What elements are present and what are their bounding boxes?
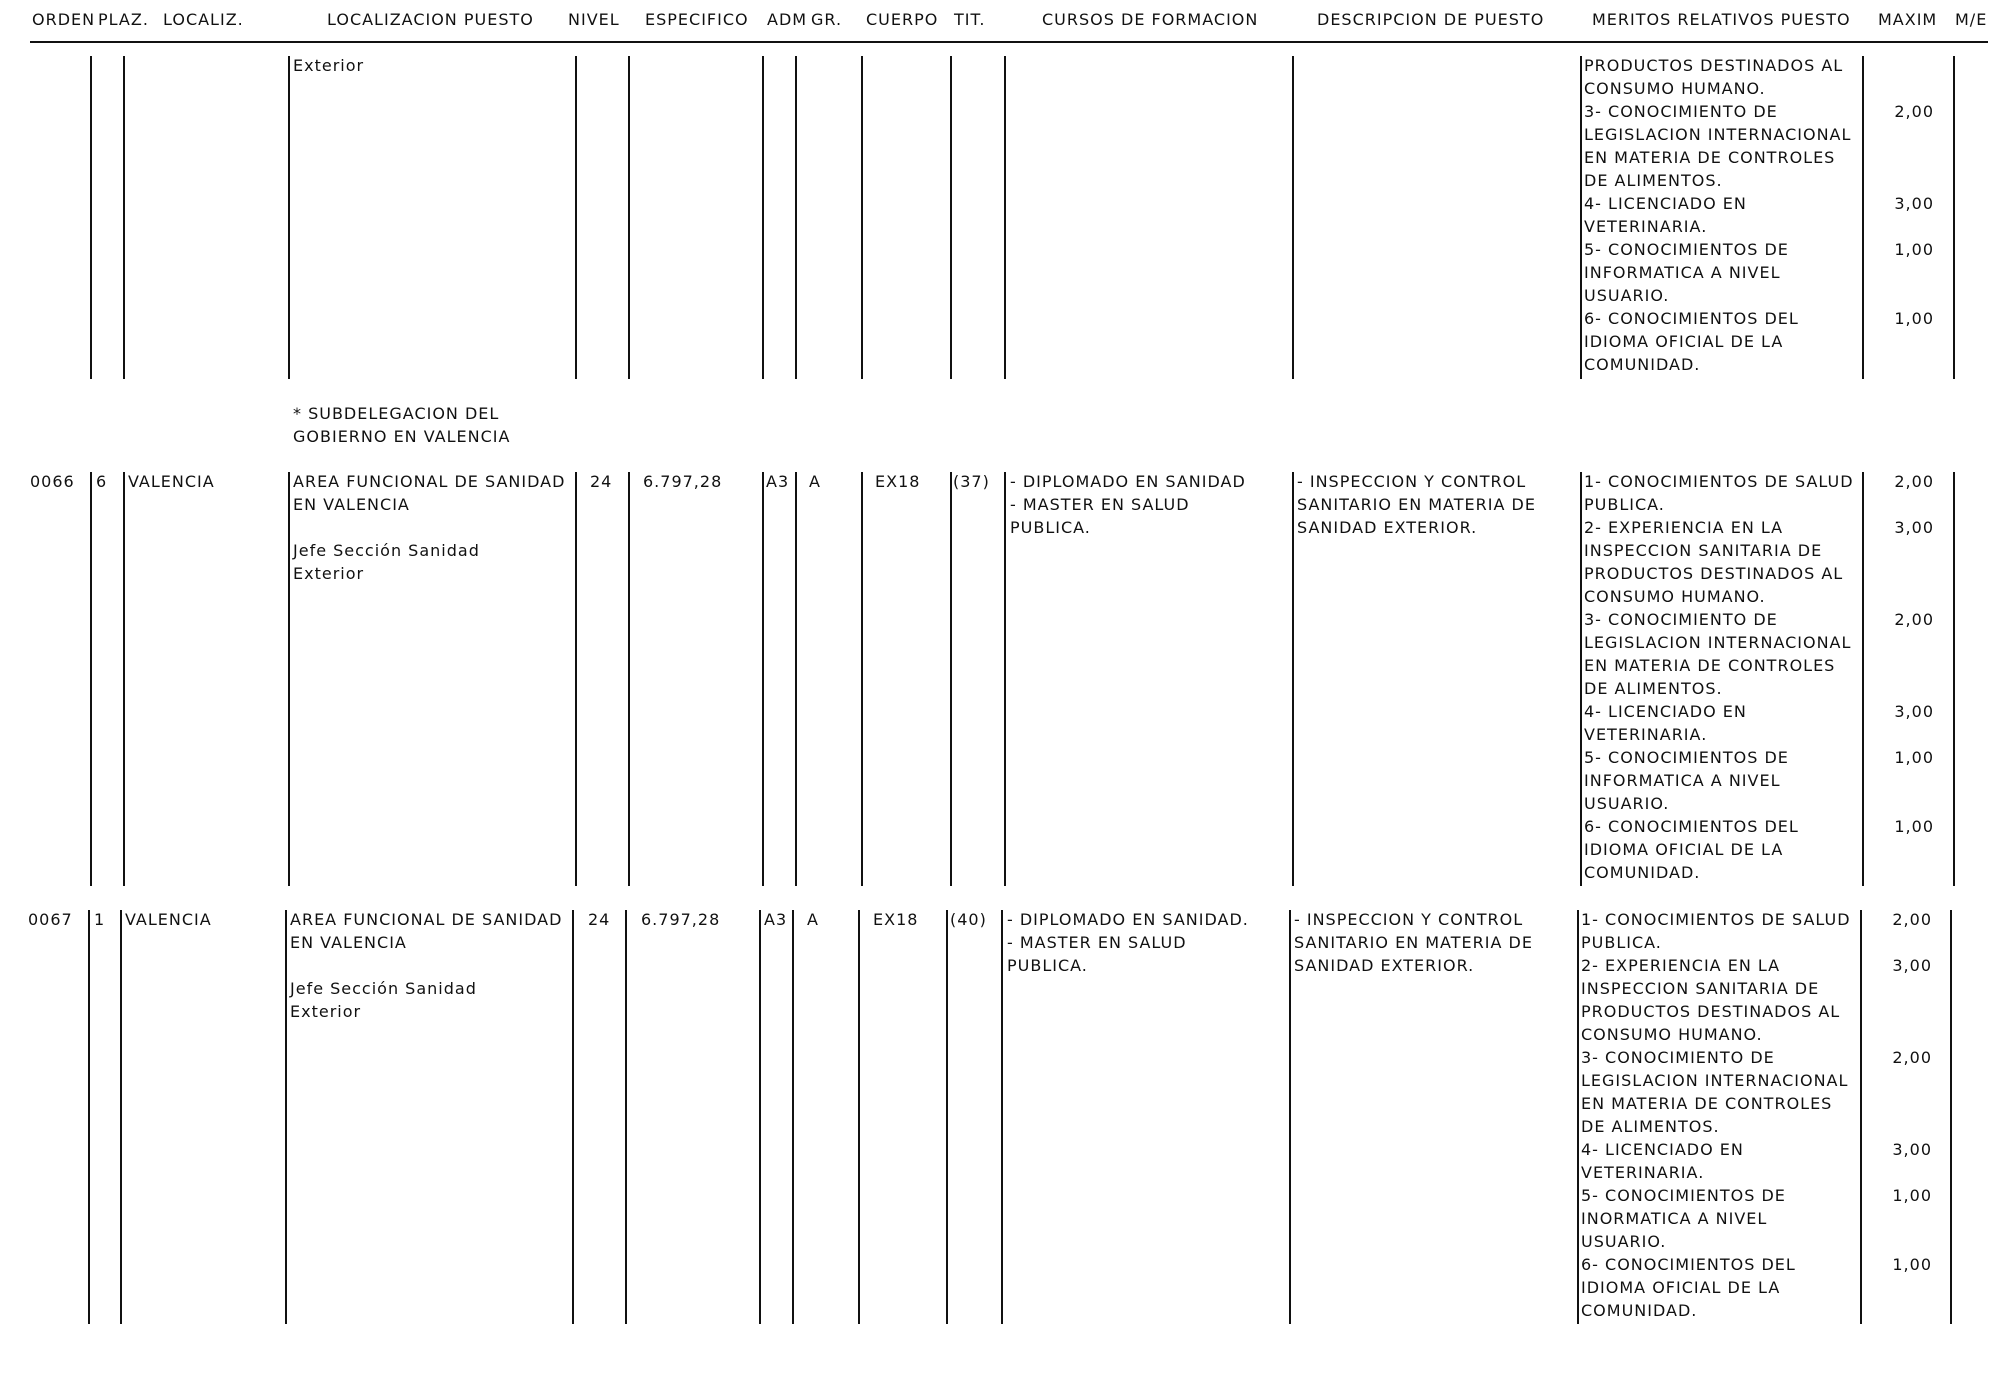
plaz-cell: 1 — [94, 910, 106, 929]
merit-value: 2,00 — [1894, 472, 1934, 491]
column-rule — [792, 910, 794, 1324]
column-rule — [572, 910, 574, 1324]
merit-text: 1- CONOCIMIENTOS DE SALUD PUBLICA. — [1581, 910, 1851, 952]
column-rule — [1292, 56, 1294, 379]
column-rule — [950, 56, 952, 379]
merit-text: 4- LICENCIADO EN VETERINARIA. — [1584, 194, 1747, 236]
merit-value: 1,00 — [1894, 309, 1934, 328]
column-rule — [946, 910, 948, 1324]
merit-value: 3,00 — [1892, 1140, 1932, 1159]
merit-text: 6- CONOCIMIENTOS DEL IDIOMA OFICIAL DE LA COMUNIDAD. — [1584, 817, 1799, 882]
header-descripcion: DESCRIPCION DE PUESTO — [1317, 10, 1545, 29]
especifico-cell: 6.797,28 — [643, 472, 723, 491]
puesto-cell: AREA FUNCIONAL DE SANIDAD EN VALENCIA Jefe Sección Sanidad Exterior — [293, 472, 566, 583]
column-rule — [120, 910, 122, 1324]
column-rule — [1004, 472, 1006, 886]
header-meritos: MERITOS RELATIVOS PUESTO — [1592, 10, 1851, 29]
merit-text: 5- CONOCIMIENTOS DE INORMATICA A NIVEL USUARIO. — [1581, 1186, 1786, 1251]
plaz-cell: 6 — [96, 472, 108, 491]
column-rule — [88, 910, 90, 1324]
merit-text: 5- CONOCIMIENTOS DE INFORMATICA A NIVEL USUARIO. — [1584, 240, 1789, 305]
column-rule — [123, 472, 125, 886]
header-me: M/E — [1955, 10, 1988, 29]
orden-cell: 0066 — [30, 472, 75, 491]
orden-cell: 0067 — [28, 910, 73, 929]
header-cursos: CURSOS DE FORMACION — [1042, 10, 1259, 29]
localiz-cell: VALENCIA — [128, 472, 215, 491]
column-rule — [762, 472, 764, 886]
header-localiz: LOCALIZ. — [163, 10, 244, 29]
merit-text: 2- EXPERIENCIA EN LA INSPECCION SANITARIA DE PRODUCTOS DESTINADOS AL CONSUMO HUMANO. — [1584, 518, 1844, 606]
column-rule — [1950, 910, 1952, 1324]
column-rule — [1580, 472, 1582, 886]
merit-text: 2- EXPERIENCIA EN LA INSPECCION SANITARIA DE PRODUCTOS DESTINADOS AL CONSUMO HUMANO. — [1581, 956, 1841, 1044]
section-title: * SUBDELEGACION DEL GOBIERNO EN VALENCIA — [293, 404, 511, 446]
header-tit: TIT. — [954, 10, 986, 29]
header-localizacion-puesto: LOCALIZACION PUESTO — [327, 10, 534, 29]
merit-value: 1,00 — [1892, 1186, 1932, 1205]
cursos-cell: - DIPLOMADO EN SANIDAD - MASTER EN SALUD PUBLICA. — [1010, 472, 1246, 537]
column-rule — [288, 472, 290, 886]
header-plaz: PLAZ. — [98, 10, 149, 29]
merit-value: 3,00 — [1892, 956, 1932, 975]
adm-cell: A3 — [766, 472, 790, 491]
descripcion-cell: - INSPECCION Y CONTROL SANITARIO EN MATERIA DE SANIDAD EXTERIOR. — [1294, 910, 1533, 975]
column-rule — [625, 910, 627, 1324]
column-rule — [575, 56, 577, 379]
merit-value: 1,00 — [1894, 240, 1934, 259]
gr-cell: A — [807, 910, 819, 929]
merit-text: 3- CONOCIMIENTO DE LEGISLACION INTERNACIONAL EN MATERIA DE CONTROLES DE ALIMENTOS. — [1584, 102, 1852, 190]
column-rule — [1001, 910, 1003, 1324]
column-rule — [288, 56, 290, 379]
header-adm: ADM — [767, 10, 808, 29]
column-rule — [285, 910, 287, 1324]
adm-cell: A3 — [764, 910, 788, 929]
merit-text: 6- CONOCIMIENTOS DEL IDIOMA OFICIAL DE LA COMUNIDAD. — [1581, 1255, 1796, 1320]
column-rule — [795, 56, 797, 379]
continuation-puesto: Exterior — [293, 56, 365, 75]
column-rule — [90, 56, 92, 379]
column-rule — [1292, 472, 1294, 886]
nivel-cell: 24 — [590, 472, 613, 491]
header-especifico: ESPECIFICO — [645, 10, 749, 29]
column-rule — [628, 472, 630, 886]
column-rule — [1953, 472, 1955, 886]
column-rule — [950, 472, 952, 886]
descripcion-cell: - INSPECCION Y CONTROL SANITARIO EN MATERIA DE SANIDAD EXTERIOR. — [1297, 472, 1536, 537]
merit-text: 3- CONOCIMIENTO DE LEGISLACION INTERNACIONAL EN MATERIA DE CONTROLES DE ALIMENTOS. — [1584, 610, 1852, 698]
column-rule — [123, 56, 125, 379]
localiz-cell: VALENCIA — [125, 910, 212, 929]
merit-text: PRODUCTOS DESTINADOS AL CONSUMO HUMANO. — [1584, 56, 1844, 98]
tit-cell: (40) — [950, 910, 987, 929]
cursos-cell: - DIPLOMADO EN SANIDAD. - MASTER EN SALUD PUBLICA. — [1007, 910, 1249, 975]
cuerpo-cell: EX18 — [875, 472, 921, 491]
column-rule — [575, 472, 577, 886]
column-rule — [1577, 910, 1579, 1324]
column-rule — [861, 472, 863, 886]
header-gr: GR. — [811, 10, 843, 29]
column-rule — [90, 472, 92, 886]
merit-value: 2,00 — [1892, 910, 1932, 929]
header-cuerpo: CUERPO — [866, 10, 939, 29]
merit-value: 2,00 — [1894, 102, 1934, 121]
cuerpo-cell: EX18 — [873, 910, 919, 929]
merit-value: 1,00 — [1894, 817, 1934, 836]
merit-value: 2,00 — [1894, 610, 1934, 629]
column-rule — [1289, 910, 1291, 1324]
header-nivel: NIVEL — [568, 10, 620, 29]
column-rule — [795, 472, 797, 886]
column-rule — [1580, 56, 1582, 379]
column-rule — [1004, 56, 1006, 379]
column-rule — [858, 910, 860, 1324]
column-rule — [628, 56, 630, 379]
merit-text: 4- LICENCIADO EN VETERINARIA. — [1584, 702, 1747, 744]
especifico-cell: 6.797,28 — [641, 910, 721, 929]
merit-text: 5- CONOCIMIENTOS DE INFORMATICA A NIVEL USUARIO. — [1584, 748, 1789, 813]
header-rule — [30, 41, 1988, 43]
gr-cell: A — [809, 472, 821, 491]
merit-value: 1,00 — [1892, 1255, 1932, 1274]
tit-cell: (37) — [953, 472, 990, 491]
merit-text: 6- CONOCIMIENTOS DEL IDIOMA OFICIAL DE LA COMUNIDAD. — [1584, 309, 1799, 374]
merit-value: 3,00 — [1894, 518, 1934, 537]
merit-value: 1,00 — [1894, 748, 1934, 767]
column-rule — [762, 56, 764, 379]
merit-value: 3,00 — [1894, 702, 1934, 721]
column-rule — [759, 910, 761, 1324]
merit-text: 4- LICENCIADO EN VETERINARIA. — [1581, 1140, 1744, 1182]
merit-value: 2,00 — [1892, 1048, 1932, 1067]
merit-text: 1- CONOCIMIENTOS DE SALUD PUBLICA. — [1584, 472, 1854, 514]
column-rule — [861, 56, 863, 379]
puesto-cell: AREA FUNCIONAL DE SANIDAD EN VALENCIA Jefe Sección Sanidad Exterior — [290, 910, 563, 1021]
merit-value: 3,00 — [1894, 194, 1934, 213]
column-rule — [1953, 56, 1955, 379]
header-orden: ORDEN — [32, 10, 96, 29]
merit-text: 3- CONOCIMIENTO DE LEGISLACION INTERNACIONAL EN MATERIA DE CONTROLES DE ALIMENTOS. — [1581, 1048, 1849, 1136]
header-maxim: MAXIM — [1878, 10, 1938, 29]
nivel-cell: 24 — [588, 910, 611, 929]
